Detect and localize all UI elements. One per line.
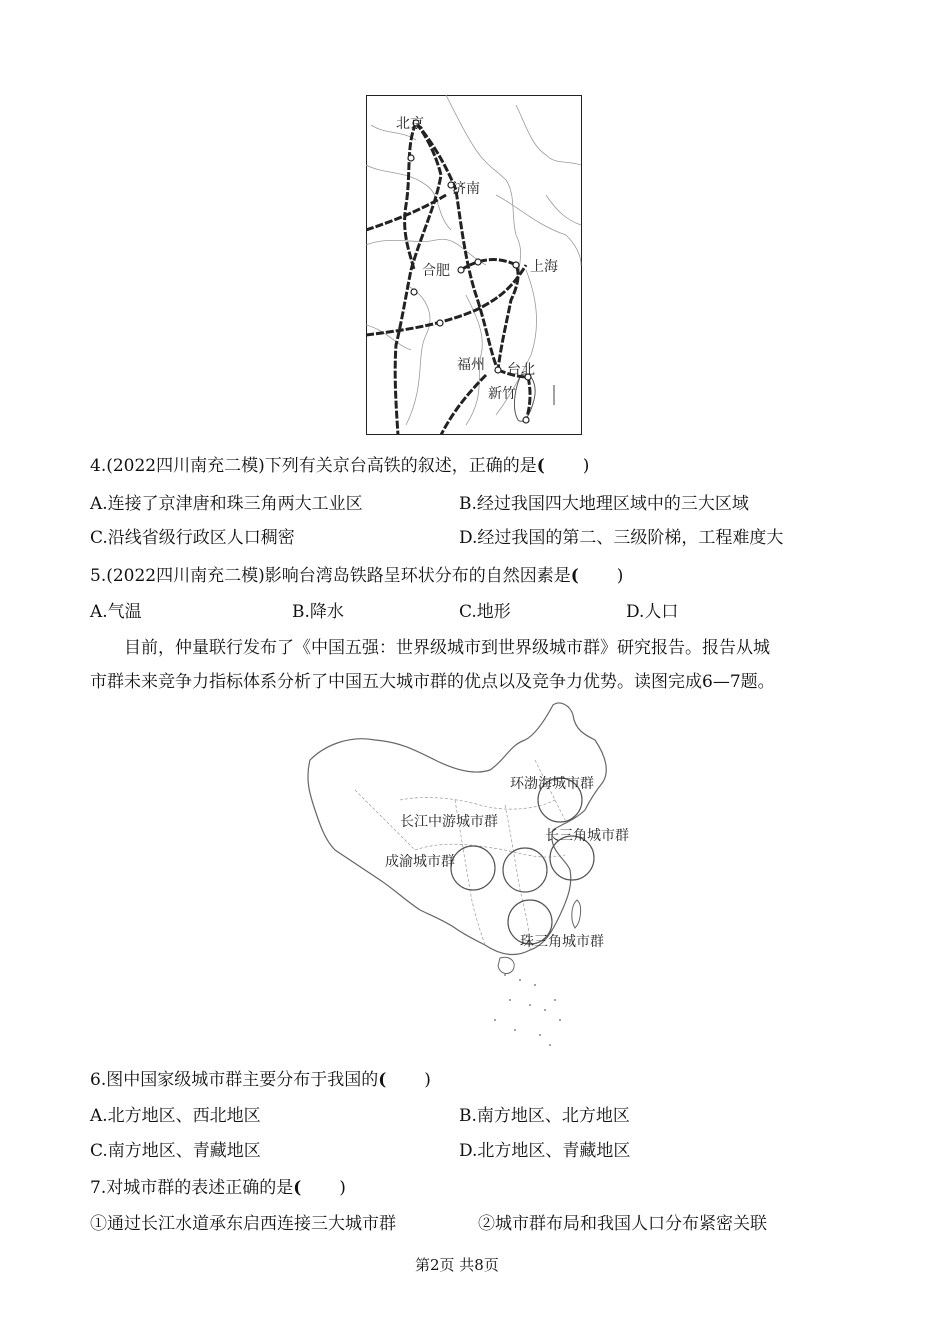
answer-paren-open-4[interactable]: ( [536, 456, 545, 476]
city-label-fuzhou: 福州 [457, 357, 485, 373]
q4-option-b: B.经过我国四大地理区域中的三大区域 [459, 494, 749, 514]
q7-statement-1: ①通过长江水道承东启西连接三大城市群 [90, 1214, 396, 1234]
question-4-stem [90, 454, 589, 478]
south-sea-islands [494, 974, 561, 1046]
q6-option-a: A.北方地区、西北地区 [90, 1106, 261, 1126]
q5-option-d: D.人口 [626, 602, 679, 622]
q5-option-c: C.地形 [459, 602, 511, 622]
q6-option-d: D.北方地区、青藏地区 [459, 1141, 631, 1161]
city-label-xinzhu: 新竹 [488, 386, 516, 402]
city-label-taipei: 台北 [507, 362, 535, 378]
q4-option-a: A.连接了京津唐和珠三角两大工业区 [90, 494, 363, 514]
question-7-text: 7.对城市群的表述正确的是 [90, 1178, 294, 1198]
label-chengyu-cluster: 成渝城市群 [385, 854, 455, 870]
hainan-island [498, 957, 514, 973]
q5-option-a: A.气温 [90, 602, 142, 622]
q5-option-b: B.降水 [292, 602, 344, 622]
label-bohai-cluster: 环渤海城市群 [510, 776, 594, 792]
answer-paren-close-4: ) [582, 456, 590, 476]
railway-map [366, 95, 582, 435]
city-label-beijing: 北京 [396, 116, 424, 132]
passage-line-1: 目前，仲量联行发布了《中国五强：世界级城市到世界级城市群》研究报告。报告从城 [124, 638, 770, 658]
question-6-stem [90, 1068, 431, 1092]
city-label-shanghai: 上海 [530, 259, 558, 275]
answer-paren-open-7[interactable]: ( [293, 1178, 302, 1198]
q4-option-c: C.沿线省级行政区人口稠密 [90, 528, 295, 548]
answer-paren-open-5[interactable]: ( [570, 566, 579, 586]
answer-paren-close-6: ) [424, 1070, 431, 1090]
railway-map-svg [366, 95, 582, 435]
taiwan-island [572, 900, 581, 928]
passage-line-2: 市群未来竞争力指标体系分析了中国五大城市群的优点以及竞争力优势。读图完成6—7题。 [90, 672, 775, 692]
question-5-text: 5.(2022四川南充二模)影响台湾岛铁路呈环状分布的自然因素是 [90, 566, 571, 586]
page-footer: 第2页 共8页 [415, 1256, 499, 1274]
q6-option-c: C.南方地区、青藏地区 [90, 1141, 261, 1161]
q7-statement-2: ②城市群布局和我国人口分布紧密关联 [478, 1214, 767, 1234]
city-label-hefei: 合肥 [422, 263, 450, 279]
question-4-text: 4.(2022四川南充二模)下列有关京台高铁的叙述，正确的是 [90, 456, 537, 476]
label-changsanjiao-cluster: 长三角城市群 [545, 828, 629, 844]
answer-paren-close-5: ) [616, 566, 624, 586]
answer-paren-open-6[interactable]: ( [378, 1070, 387, 1090]
question-6-text: 6.图中国家级城市群主要分布于我国的 [90, 1070, 379, 1090]
question-5-stem [90, 564, 623, 588]
city-cluster-map [305, 700, 645, 1055]
label-changjiang-mid-cluster: 长江中游城市群 [400, 814, 498, 830]
question-7-stem [90, 1176, 346, 1200]
label-zhusanjiao-cluster: 珠三角城市群 [520, 934, 604, 950]
answer-paren-close-7: ) [339, 1178, 346, 1198]
city-label-jinan: 济南 [452, 181, 480, 197]
q6-option-b: B.南方地区、北方地区 [459, 1106, 630, 1126]
city-cluster-map-svg [305, 700, 645, 1055]
q4-option-d: D.经过我国的第二、三级阶梯，工程难度大 [459, 528, 784, 548]
